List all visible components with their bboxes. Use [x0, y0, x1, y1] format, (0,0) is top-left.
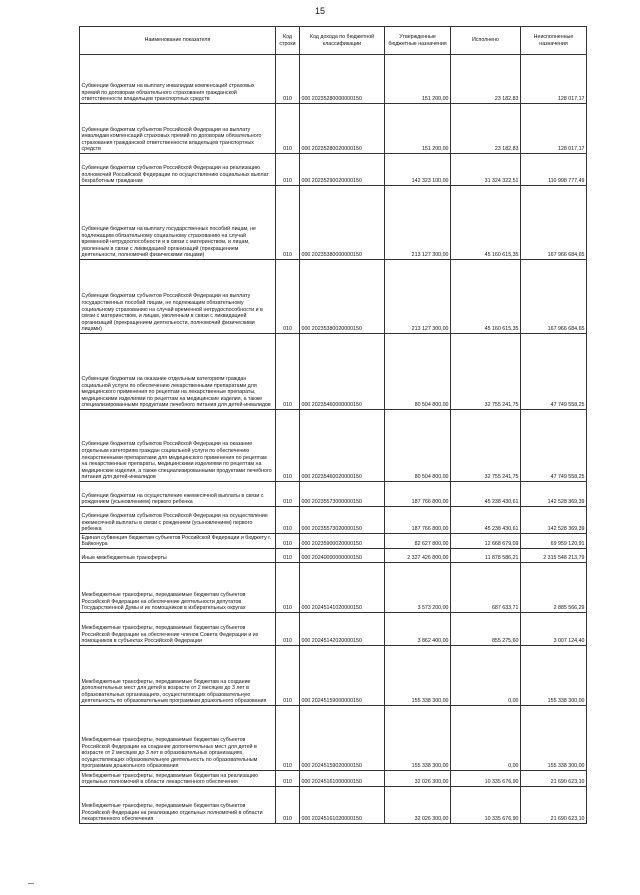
- budget-classification-code: 000 20235573020000150: [300, 507, 385, 534]
- budget-classification-code: 000 20245159000000150: [300, 646, 385, 706]
- indicator-name: Субвенции бюджетам субъектов Российской Федерации на выплату государственных пособий лицам, не подлежащим обязательному социальному страхованию на случай временной нетрудоспособности и в связи с материнством, и лицам, уволенным в связи с ликвидацией организаций (прекращением деятельности, полномочий физическими лицами): [80, 260, 276, 334]
- budget-classification-code: 000 20245142020000150: [300, 613, 385, 646]
- line-code: 010: [276, 534, 300, 549]
- unexecuted-amount: 21 690 623,10: [521, 787, 587, 824]
- budget-classification-code: 000 20235290020000150: [300, 154, 385, 186]
- header-unexecuted: Неисполненные назначения: [521, 27, 587, 55]
- line-code: 010: [276, 563, 300, 613]
- unexecuted-amount: 128 017,17: [521, 104, 587, 154]
- executed-amount: 855 275,60: [451, 613, 521, 646]
- table-row: [80, 507, 587, 534]
- table-row: [80, 260, 587, 334]
- indicator-name: Межбюджетные трансферты, передаваемые бюджетам субъектов Российской Федерации на реализацию отдельных полномочий в области лекарственного обеспечения: [80, 787, 276, 824]
- approved-amount: 32 026 300,00: [385, 771, 451, 787]
- approved-amount: 213 127 300,00: [385, 260, 451, 334]
- executed-amount: 32 755 241,75: [451, 334, 521, 410]
- approved-amount: 151 200,00: [385, 55, 451, 104]
- indicator-name: Межбюджетные трансферты, передаваемые бюджетам субъектов Российской Федерации на обеспечение членов Совета Федерации и их помощников в субъектах Российской Федерации: [80, 613, 276, 646]
- line-code: 010: [276, 154, 300, 186]
- line-code: 010: [276, 706, 300, 771]
- executed-amount: 12 668 679,09: [451, 534, 521, 549]
- table-row: [80, 55, 587, 104]
- approved-amount: 82 627 800,00: [385, 534, 451, 549]
- table-row: [80, 613, 587, 646]
- budget-classification-code: 000 20235280020000150: [300, 104, 385, 154]
- unexecuted-amount: 69 959 120,91: [521, 534, 587, 549]
- indicator-name: Субвенции бюджетам субъектов Российской Федерации на реализацию полномочий Российской Федерации по осуществлению социальных выплат безработным гражданам: [80, 154, 276, 186]
- approved-amount: 155 338 300,00: [385, 646, 451, 706]
- indicator-name: Межбюджетные трансферты, передаваемые бюджетам на создание дополнительных мест для детей в возрасте от 2 месяцев до 3 лет в образовательных организациях, осуществляющих образовательную деятельность по образовательным программам дошкольного образования: [80, 646, 276, 706]
- approved-amount: 155 338 300,00: [385, 706, 451, 771]
- unexecuted-amount: 155 338 300,00: [521, 646, 587, 706]
- table-row: [80, 534, 587, 549]
- approved-amount: 2 327 426 800,00: [385, 549, 451, 563]
- unexecuted-amount: 110 998 777,49: [521, 154, 587, 186]
- page-number: 15: [314, 6, 325, 16]
- approved-amount: 187 766 800,00: [385, 482, 451, 507]
- approved-amount: 213 127 300,00: [385, 186, 451, 260]
- indicator-name: Иные межбюджетные трансферты: [80, 549, 276, 563]
- unexecuted-amount: 167 966 684,65: [521, 260, 587, 334]
- line-code: 010: [276, 482, 300, 507]
- budget-execution-table: [79, 26, 587, 824]
- unexecuted-amount: 47 749 558,25: [521, 334, 587, 410]
- budget-classification-code: 000 20245161000000150: [300, 771, 385, 787]
- executed-amount: 11 878 586,21: [451, 549, 521, 563]
- line-code: 010: [276, 507, 300, 534]
- table-row: [80, 563, 587, 613]
- unexecuted-amount: 128 017,17: [521, 55, 587, 104]
- approved-amount: 151 200,00: [385, 104, 451, 154]
- budget-classification-code: 000 20235460020000150: [300, 410, 385, 482]
- executed-amount: 10 335 676,90: [451, 787, 521, 824]
- line-code: 010: [276, 613, 300, 646]
- budget-classification-code: 000 20245159020000150: [300, 706, 385, 771]
- budget-classification-code: 000 20235380020000150: [300, 260, 385, 334]
- executed-amount: 45 160 615,35: [451, 260, 521, 334]
- indicator-name: Субвенции бюджетам на выплату инвалидам компенсаций страховых премий по договорам обязательного страхования гражданской ответственности владельцев транспортных средств: [80, 55, 276, 104]
- table-row: [80, 334, 587, 410]
- unexecuted-amount: 3 007 124,40: [521, 613, 587, 646]
- unexecuted-amount: 47 749 558,25: [521, 410, 587, 482]
- indicator-name: Субвенции бюджетам на оказание отдельным категориям граждан социальной услуги по обеспечению лекарственными препаратами для медицинского применения по рецептам на лекарственные препараты, медицинскими изделиями по рецептам на медицинские изделия, а также специализированными продуктами лечебного питания для детей-инвалидов: [80, 334, 276, 410]
- line-code: 010: [276, 260, 300, 334]
- table-row: [80, 186, 587, 260]
- table-row: [80, 154, 587, 186]
- line-code: 010: [276, 186, 300, 260]
- approved-amount: 80 504 800,00: [385, 410, 451, 482]
- budget-classification-code: 000 20235900020000150: [300, 534, 385, 549]
- table-row: [80, 771, 587, 787]
- budget-classification-code: 000 20245161020000150: [300, 787, 385, 824]
- indicator-name: Субвенции бюджетам субъектов Российской Федерации на осуществление ежемесячной выплаты в связи с рождением (усыновлением) первого ребенка: [80, 507, 276, 534]
- line-code: 010: [276, 771, 300, 787]
- table-row: [80, 410, 587, 482]
- executed-amount: 45 160 615,35: [451, 186, 521, 260]
- budget-classification-code: 000 20235573000000150: [300, 482, 385, 507]
- indicator-name: Субвенции бюджетам субъектов Российской Федерации на оказание отдельным категориям граждан социальной услуги по обеспечению лекарственными препаратами для медицинского применения по рецептам на лекарственные препараты, медицинскими изделиями по рецептам на медицинские изделия, а также специализированными продуктами лечебного питания для детей-инвалидов: [80, 410, 276, 482]
- executed-amount: 31 324 322,51: [451, 154, 521, 186]
- indicator-name: Субвенции бюджетам на выплату государственных пособий лицам, не подлежащим обязательному социальному страхованию на случай временной нетрудоспособности и в связи с материнством, и лицам, уволенным в связи с ликвидацией организаций (прекращением деятельности, полномочий физическими лицами): [80, 186, 276, 260]
- unexecuted-amount: 155 338 300,00: [521, 706, 587, 771]
- executed-amount: 687 633,71: [451, 563, 521, 613]
- indicator-name: Межбюджетные трансферты, передаваемые бюджетам на реализацию отдельных полномочий в области лекарственного обеспечения: [80, 771, 276, 787]
- header-name: Наименование показателя: [80, 27, 276, 55]
- line-code: 010: [276, 787, 300, 824]
- table-row: [80, 706, 587, 771]
- executed-amount: 32 755 241,75: [451, 410, 521, 482]
- budget-classification-code: 000 20235380000000150: [300, 186, 385, 260]
- table-row: [80, 787, 587, 824]
- unexecuted-amount: 2 885 566,29: [521, 563, 587, 613]
- unexecuted-amount: 2 315 548 213,79: [521, 549, 587, 563]
- scan-mark: [28, 883, 34, 884]
- line-code: 010: [276, 104, 300, 154]
- budget-classification-code: 000 20245141020000150: [300, 563, 385, 613]
- approved-amount: 3 573 200,00: [385, 563, 451, 613]
- executed-amount: 23 182,83: [451, 55, 521, 104]
- approved-amount: 187 766 800,00: [385, 507, 451, 534]
- unexecuted-amount: 142 528 369,39: [521, 482, 587, 507]
- approved-amount: 142 323 100,00: [385, 154, 451, 186]
- indicator-name: Субвенции бюджетам субъектов Российской Федерации на выплату инвалидам компенсаций страховых премий по договорам обязательного страхования гражданской ответственности владельцев транспортных средств: [80, 104, 276, 154]
- budget-classification-code: 000 20235460000000150: [300, 334, 385, 410]
- line-code: 010: [276, 55, 300, 104]
- table-row: [80, 104, 587, 154]
- table-row: [80, 482, 587, 507]
- indicator-name: Межбюджетные трансферты, передаваемые бюджетам субъектов Российской Федерации на создание дополнительных мест для детей в возрасте от 2 месяцев до 3 лет в образовательных организациях, осуществляющих образовательную деятельность по образовательным программам дошкольного образования: [80, 706, 276, 771]
- table-row: [80, 646, 587, 706]
- line-code: 010: [276, 334, 300, 410]
- table-row: [80, 549, 587, 563]
- header-kbk: Код дохода по бюджетной классификации: [300, 27, 385, 55]
- executed-amount: 0,00: [451, 706, 521, 771]
- line-code: 010: [276, 410, 300, 482]
- header-executed: Исполнено: [451, 27, 521, 55]
- unexecuted-amount: 167 966 684,65: [521, 186, 587, 260]
- unexecuted-amount: 21 690 623,10: [521, 771, 587, 787]
- budget-classification-code: 000 20235280000000150: [300, 55, 385, 104]
- approved-amount: 80 504 800,00: [385, 334, 451, 410]
- indicator-name: Единая субвенция бюджетам субъектов Российской Федерации и бюджету г. Байконура: [80, 534, 276, 549]
- executed-amount: 10 335 676,90: [451, 771, 521, 787]
- indicator-name: Межбюджетные трансферты, передаваемые бюджетам субъектов Российской Федерации на обеспечение деятельности депутатов Государственной Думы и их помощников в избирательных округах: [80, 563, 276, 613]
- line-code: 010: [276, 646, 300, 706]
- executed-amount: 45 238 430,61: [451, 507, 521, 534]
- header-code: Код строки: [276, 27, 300, 55]
- executed-amount: 0,00: [451, 646, 521, 706]
- executed-amount: 45 238 430,61: [451, 482, 521, 507]
- indicator-name: Субвенции бюджетам на осуществление ежемесячной выплаты в связи с рождением (усыновлением) первого ребенка: [80, 482, 276, 507]
- executed-amount: 23 182,83: [451, 104, 521, 154]
- approved-amount: 3 862 400,00: [385, 613, 451, 646]
- line-code: 010: [276, 549, 300, 563]
- header-approved: Утвержденные бюджетные назначения: [385, 27, 451, 55]
- budget-classification-code: 000 20240000000000150: [300, 549, 385, 563]
- table-header-row: [80, 27, 587, 55]
- approved-amount: 32 026 300,00: [385, 787, 451, 824]
- unexecuted-amount: 142 528 369,39: [521, 507, 587, 534]
